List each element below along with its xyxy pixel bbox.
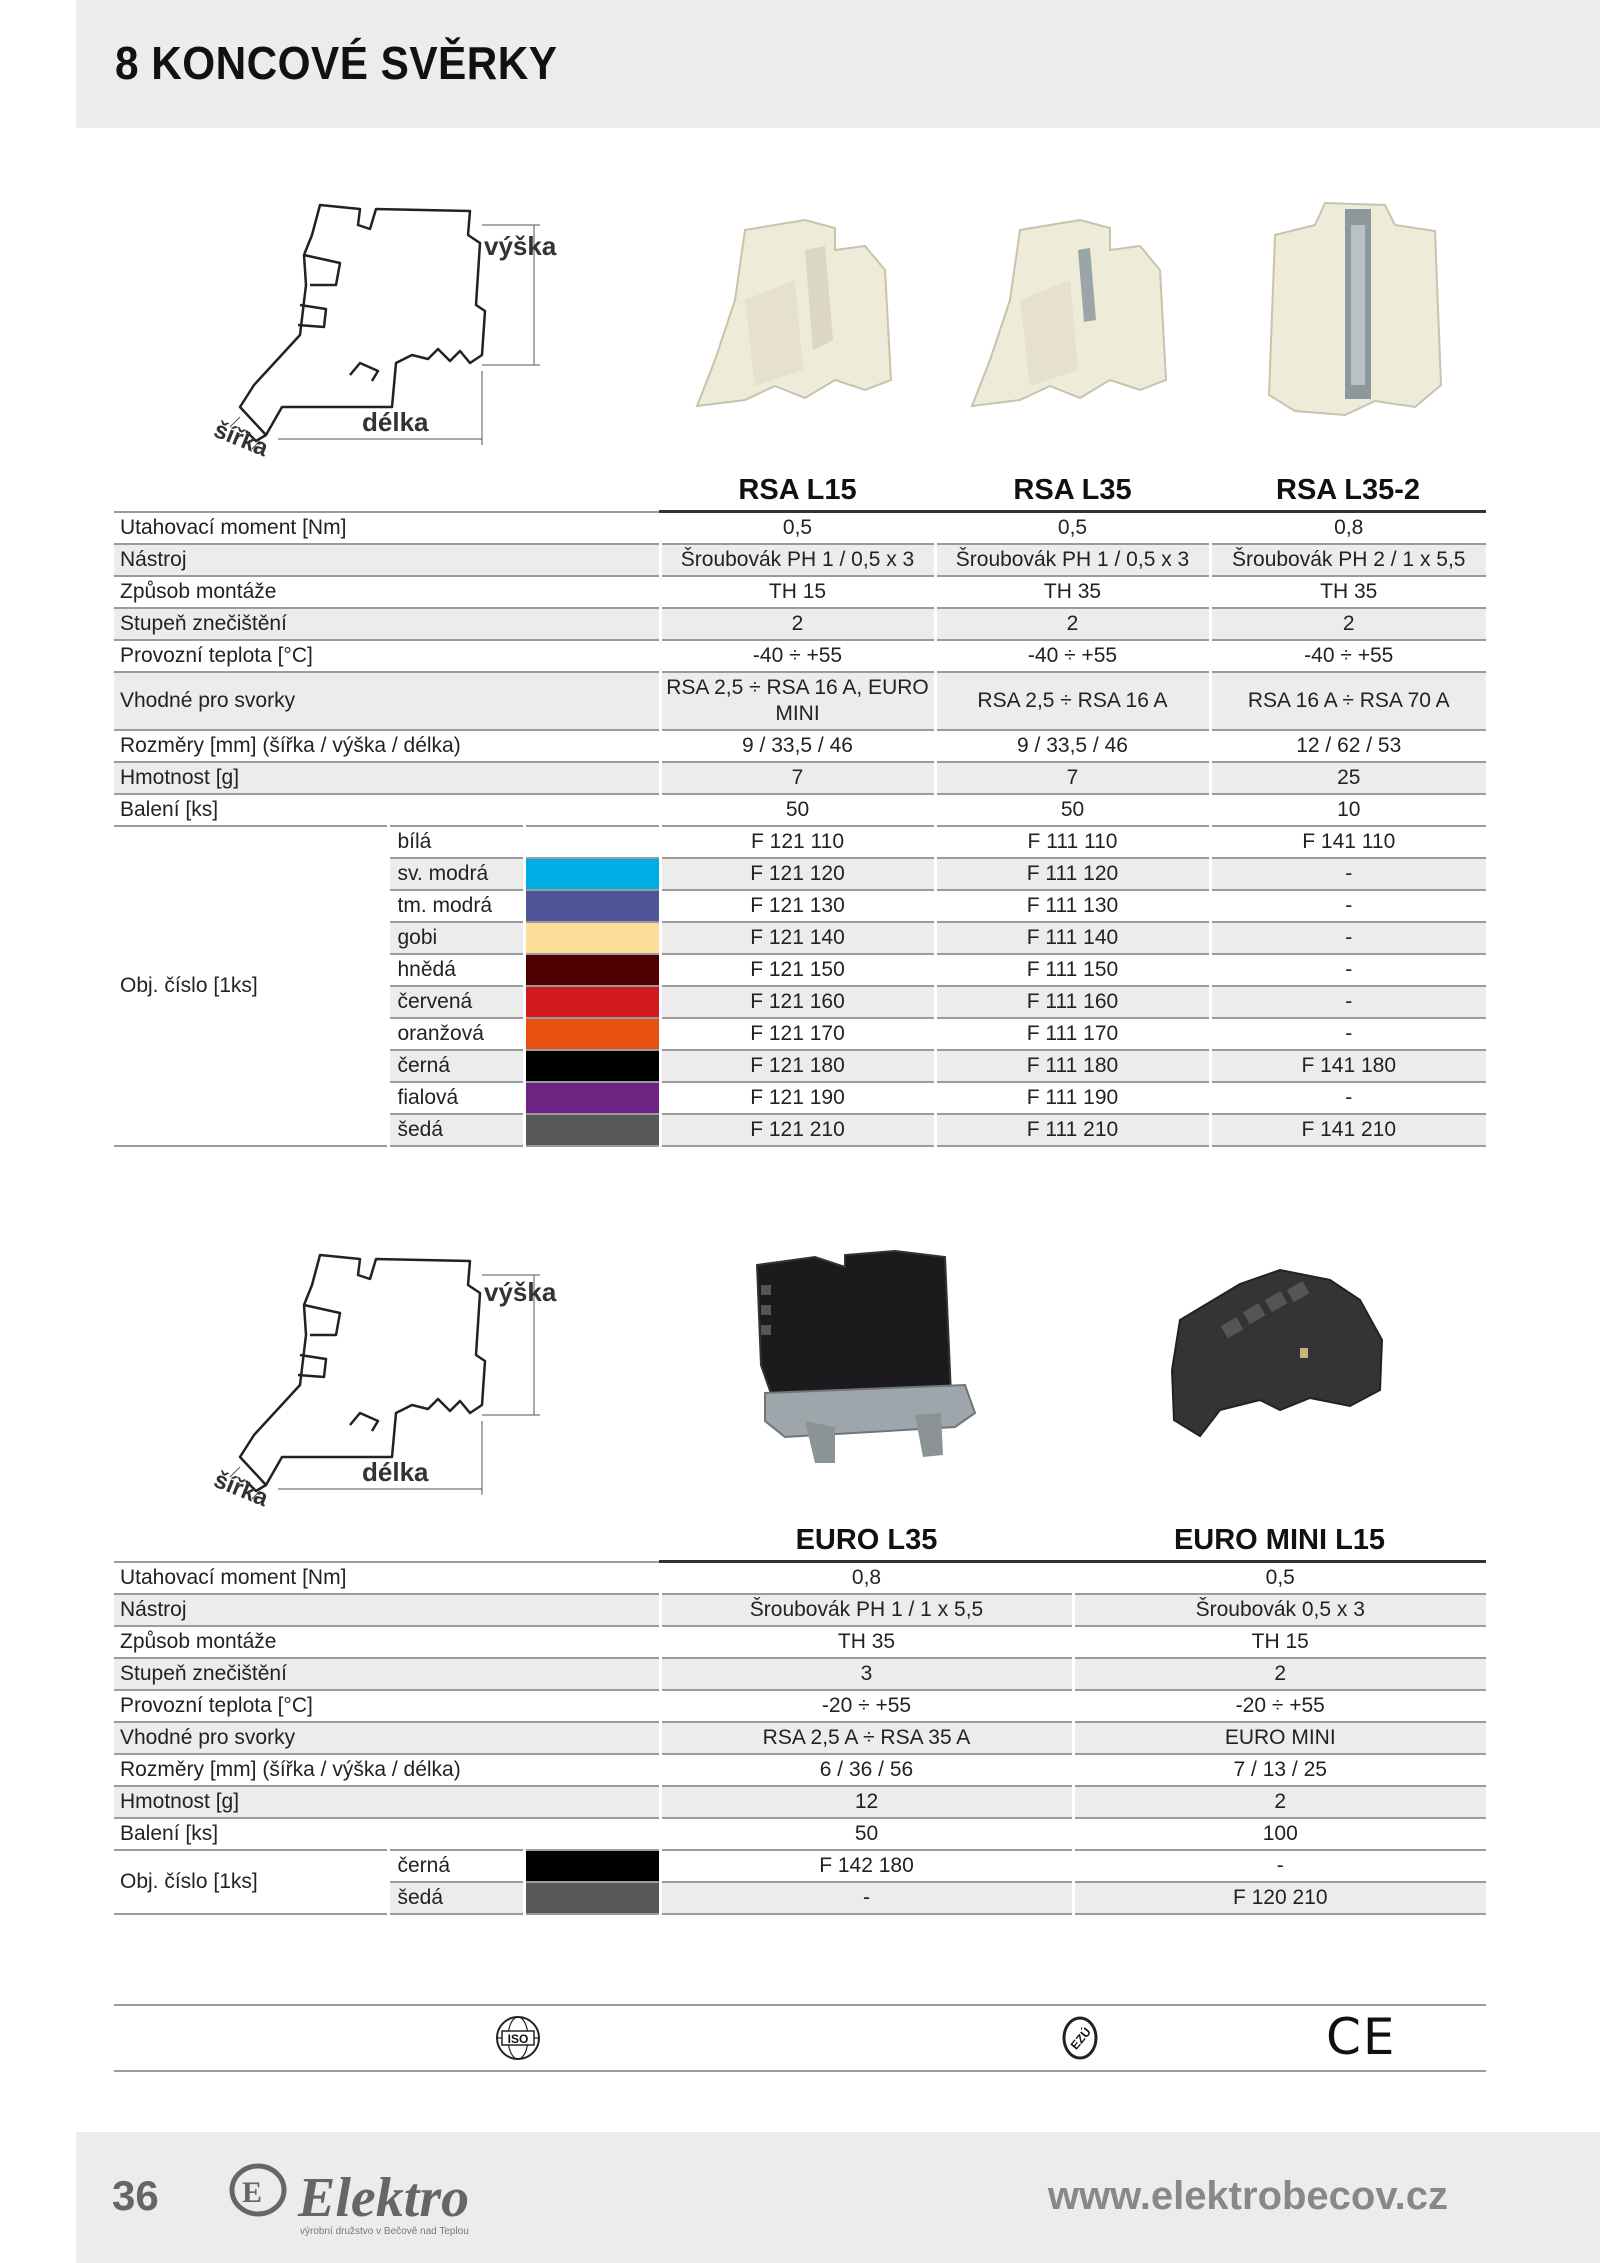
row-label: Nástroj <box>114 1594 660 1626</box>
order-code: F 141 210 <box>1210 1114 1486 1146</box>
color-name: hnědá <box>388 954 524 986</box>
table-row <box>114 1562 1486 1595</box>
cell-value: Šroubovák PH 1 / 1 x 5,5 <box>660 1594 1073 1626</box>
order-code: F 111 170 <box>935 1018 1210 1050</box>
color-name: černá <box>388 1850 524 1882</box>
cell-value: Šroubovák PH 1 / 0,5 x 3 <box>935 544 1210 576</box>
order-code: F 111 160 <box>935 986 1210 1018</box>
cell-value: 7 / 13 / 25 <box>1073 1754 1486 1786</box>
cell-value: 2 <box>660 608 935 640</box>
order-code: - <box>1210 922 1486 954</box>
row-label: Vhodné pro svorky <box>114 1722 660 1754</box>
label-height: výška <box>484 231 557 261</box>
cell-value: RSA 2,5 ÷ RSA 16 A, EURO MINI <box>660 672 935 730</box>
color-name: gobi <box>388 922 524 954</box>
color-swatch <box>524 890 660 922</box>
order-code: F 121 210 <box>660 1114 935 1146</box>
cell-value: RSA 2,5 A ÷ RSA 35 A <box>660 1722 1073 1754</box>
cell-value: 3 <box>660 1658 1073 1690</box>
cell-value: RSA 2,5 ÷ RSA 16 A <box>935 672 1210 730</box>
product-header: EURO MINI L15 <box>1073 1520 1486 1562</box>
table-row <box>114 1658 1486 1690</box>
cell-value: 0,8 <box>1210 512 1486 545</box>
row-label: Stupeň znečištění <box>114 1658 660 1690</box>
color-name: šedá <box>388 1114 524 1146</box>
cell-value: 50 <box>935 794 1210 826</box>
row-label: Způsob montáže <box>114 1626 660 1658</box>
cell-value: 0,5 <box>660 512 935 545</box>
cell-value: RSA 16 A ÷ RSA 70 A <box>1210 672 1486 730</box>
product-header: RSA L35 <box>935 470 1210 512</box>
cell-value: 7 <box>935 762 1210 794</box>
row-label: Provozní teplota [°C] <box>114 640 660 672</box>
header-spacer <box>114 1520 660 1562</box>
row-label: Hmotnost [g] <box>114 1786 660 1818</box>
order-code: F 141 180 <box>1210 1050 1486 1082</box>
color-name: tm. modrá <box>388 890 524 922</box>
color-name: šedá <box>388 1882 524 1914</box>
cert-divider-bottom <box>114 2070 1486 2072</box>
cell-value: -20 ÷ +55 <box>660 1690 1073 1722</box>
order-code: F 121 150 <box>660 954 935 986</box>
color-swatch <box>524 1082 660 1114</box>
order-code: - <box>1210 954 1486 986</box>
label-width: šířka <box>209 1466 273 1513</box>
table-row <box>114 1722 1486 1754</box>
table-row <box>114 794 1486 826</box>
cell-value: Šroubovák PH 2 / 1 x 5,5 <box>1210 544 1486 576</box>
cell-value: 2 <box>1073 1658 1486 1690</box>
order-code: F 121 120 <box>660 858 935 890</box>
cert-ezu-label: EZÚ <box>1067 2024 1094 2053</box>
cell-value: 0,8 <box>660 1562 1073 1595</box>
cell-value: 9 / 33,5 / 46 <box>660 730 935 762</box>
product-image-rsa-l35 <box>960 210 1200 410</box>
color-swatch <box>524 986 660 1018</box>
table-row <box>114 608 1486 640</box>
order-code: F 121 160 <box>660 986 935 1018</box>
dimension-diagram-2 <box>200 1245 580 1525</box>
dimension-diagram-1 <box>200 195 580 475</box>
cell-value: 6 / 36 / 56 <box>660 1754 1073 1786</box>
spec-table-2 <box>114 1520 1486 1915</box>
order-code: - <box>1210 1082 1486 1114</box>
order-code: F 121 140 <box>660 922 935 954</box>
order-number-label: Obj. číslo [1ks] <box>114 826 388 1146</box>
ezu-icon <box>1060 2014 1100 2062</box>
cell-value: 25 <box>1210 762 1486 794</box>
table-row <box>114 762 1486 794</box>
row-label: Rozměry [mm] (šířka / výška / délka) <box>114 1754 660 1786</box>
color-name: fialová <box>388 1082 524 1114</box>
color-swatch <box>524 826 660 858</box>
cell-value: Šroubovák 0,5 x 3 <box>1073 1594 1486 1626</box>
order-code: - <box>1210 858 1486 890</box>
row-label: Stupeň znečištění <box>114 608 660 640</box>
product-image-euro-mini-l15 <box>1160 1260 1400 1450</box>
order-code: - <box>1210 1018 1486 1050</box>
cell-value: TH 35 <box>1210 576 1486 608</box>
cell-value: 0,5 <box>935 512 1210 545</box>
cell-value: EURO MINI <box>1073 1722 1486 1754</box>
row-label: Utahovací moment [Nm] <box>114 512 660 545</box>
order-row <box>114 826 1486 858</box>
table-row <box>114 730 1486 762</box>
order-code: F 111 140 <box>935 922 1210 954</box>
color-swatch <box>524 922 660 954</box>
color-swatch <box>524 1882 660 1914</box>
spec-table-1 <box>114 470 1486 1147</box>
row-label: Balení [ks] <box>114 1818 660 1850</box>
cell-value: -40 ÷ +55 <box>660 640 935 672</box>
iso-icon <box>494 2014 542 2062</box>
order-code: F 142 180 <box>660 1850 1073 1882</box>
order-code: F 111 110 <box>935 826 1210 858</box>
table-row <box>114 640 1486 672</box>
cell-value: 50 <box>660 794 935 826</box>
table-row <box>114 576 1486 608</box>
page-number: 36 <box>112 2172 159 2219</box>
product-header: RSA L15 <box>660 470 935 512</box>
order-row <box>114 1850 1486 1882</box>
table-row <box>114 1594 1486 1626</box>
cell-value: TH 15 <box>1073 1626 1486 1658</box>
row-label: Vhodné pro svorky <box>114 672 660 730</box>
label-width: šířka <box>209 416 273 463</box>
order-code: F 111 130 <box>935 890 1210 922</box>
color-swatch <box>524 954 660 986</box>
order-code: F 121 170 <box>660 1018 935 1050</box>
order-code: F 141 110 <box>1210 826 1486 858</box>
row-label: Balení [ks] <box>114 794 660 826</box>
cell-value: 0,5 <box>1073 1562 1486 1595</box>
cell-value: 2 <box>935 608 1210 640</box>
table-row <box>114 1626 1486 1658</box>
table-row <box>114 512 1486 545</box>
cell-value: -20 ÷ +55 <box>1073 1690 1486 1722</box>
color-name: červená <box>388 986 524 1018</box>
header-spacer <box>114 470 660 512</box>
order-code: F 121 130 <box>660 890 935 922</box>
color-swatch <box>524 1850 660 1882</box>
label-length: délka <box>362 407 429 437</box>
cell-value: TH 35 <box>660 1626 1073 1658</box>
order-code: - <box>660 1882 1073 1914</box>
color-name: černá <box>388 1050 524 1082</box>
cell-value: 2 <box>1073 1786 1486 1818</box>
product-image-rsa-l15 <box>685 210 925 410</box>
cell-value: 50 <box>660 1818 1073 1850</box>
row-label: Nástroj <box>114 544 660 576</box>
row-label: Provozní teplota [°C] <box>114 1690 660 1722</box>
order-code: F 111 180 <box>935 1050 1210 1082</box>
row-label: Způsob montáže <box>114 576 660 608</box>
cell-value: 10 <box>1210 794 1486 826</box>
color-name: oranžová <box>388 1018 524 1050</box>
color-swatch <box>524 1018 660 1050</box>
table-row <box>114 1818 1486 1850</box>
table-row <box>114 1786 1486 1818</box>
order-code: - <box>1210 890 1486 922</box>
order-code: F 111 210 <box>935 1114 1210 1146</box>
color-swatch <box>524 1114 660 1146</box>
product-header: EURO L35 <box>660 1520 1073 1562</box>
brand-subtitle: výrobní družstvo v Bečově nad Teplou <box>300 2226 469 2237</box>
order-code: F 121 180 <box>660 1050 935 1082</box>
color-name: bílá <box>388 826 524 858</box>
cell-value: 12 <box>660 1786 1073 1818</box>
cell-value: 7 <box>660 762 935 794</box>
product-image-rsa-l35-2 <box>1255 195 1455 425</box>
cell-value: -40 ÷ +55 <box>1210 640 1486 672</box>
order-code: F 121 190 <box>660 1082 935 1114</box>
table-row <box>114 1690 1486 1722</box>
order-code: F 120 210 <box>1073 1882 1486 1914</box>
svg-text:E: E <box>242 2176 263 2209</box>
order-code: F 111 190 <box>935 1082 1210 1114</box>
cell-value: TH 35 <box>935 576 1210 608</box>
order-code: F 121 110 <box>660 826 935 858</box>
row-label: Hmotnost [g] <box>114 762 660 794</box>
cell-value: 100 <box>1073 1818 1486 1850</box>
cell-value: 9 / 33,5 / 46 <box>935 730 1210 762</box>
row-label: Rozměry [mm] (šířka / výška / délka) <box>114 730 660 762</box>
product-image-euro-l35 <box>745 1245 1000 1475</box>
color-name: sv. modrá <box>388 858 524 890</box>
table-row <box>114 672 1486 730</box>
order-number-label: Obj. číslo [1ks] <box>114 1850 388 1914</box>
product-header: RSA L35-2 <box>1210 470 1486 512</box>
cert-divider-top <box>114 2004 1486 2006</box>
label-height: výška <box>484 1277 557 1307</box>
color-swatch <box>524 1050 660 1082</box>
brand-name: Elektro <box>298 2167 470 2229</box>
color-swatch <box>524 858 660 890</box>
cell-value: TH 15 <box>660 576 935 608</box>
row-label: Utahovací moment [Nm] <box>114 1562 660 1595</box>
cell-value: -40 ÷ +55 <box>935 640 1210 672</box>
cell-value: 2 <box>1210 608 1486 640</box>
cert-iso-label: ISO <box>507 2032 529 2046</box>
order-code: - <box>1210 986 1486 1018</box>
website-url: www.elektrobecov.cz <box>1047 2174 1448 2218</box>
table-row <box>114 1754 1486 1786</box>
label-length: délka <box>362 1457 429 1487</box>
order-code: F 111 150 <box>935 954 1210 986</box>
table-row <box>114 544 1486 576</box>
order-code: - <box>1073 1850 1486 1882</box>
cell-value: Šroubovák PH 1 / 0,5 x 3 <box>660 544 935 576</box>
cell-value: 12 / 62 / 53 <box>1210 730 1486 762</box>
page-title: 8 KONCOVÉ SVĚRKY <box>115 37 558 89</box>
ce-mark: CE <box>1326 2008 1397 2066</box>
order-code: F 111 120 <box>935 858 1210 890</box>
